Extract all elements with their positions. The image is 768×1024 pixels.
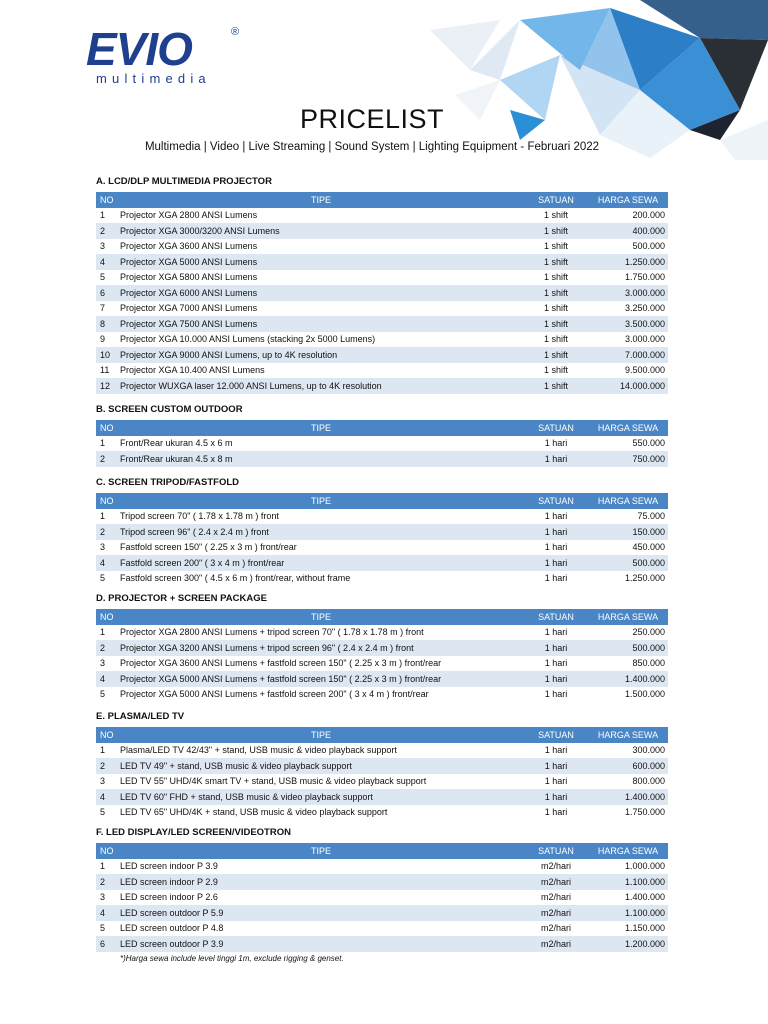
logo-wordmark: EVIO xyxy=(86,23,192,75)
table-row xyxy=(96,223,668,239)
section-screen-custom-outdoor xyxy=(96,403,668,467)
table-row xyxy=(96,571,668,587)
row-unit: 1 shift xyxy=(524,254,588,270)
row-number: 2 xyxy=(96,874,118,890)
col-header-harga: HARGA SEWA xyxy=(588,192,668,208)
table-row xyxy=(96,347,668,363)
col-header-harga: HARGA SEWA xyxy=(588,420,668,436)
row-unit: 1 shift xyxy=(543,303,568,314)
row-number: 1 xyxy=(100,511,106,522)
col-header-satuan: SATUAN xyxy=(524,493,588,509)
col-header-no: NO xyxy=(96,727,118,743)
row-number: 5 xyxy=(100,923,106,934)
row-type: Fastfold screen 300" ( 4.5 x 6 m ) front/rear, without frame xyxy=(120,573,351,584)
section-screen-tripod-fastfold xyxy=(96,476,668,586)
row-type: Plasma/LED TV 42/43" + stand, USB music & video playback support xyxy=(120,745,397,756)
col-header-satuan: SATUAN xyxy=(524,192,588,208)
row-type: Projector XGA 10.400 ANSI Lumens xyxy=(120,365,265,376)
row-unit: m2/hari xyxy=(540,892,571,903)
row-unit: 1 shift xyxy=(543,241,568,252)
row-type: Projector WUXGA laser 12.000 ANSI Lumens, up to 4K resolution xyxy=(118,378,524,394)
table-row xyxy=(96,687,668,703)
row-price: 3.000.000 xyxy=(588,285,668,301)
row-price: 550.000 xyxy=(632,438,665,449)
page-subtitle: Multimedia | Video | Live Streaming | Sound System | Lighting Equipment - Februari 2022 xyxy=(144,141,600,153)
table-header-row xyxy=(96,420,668,436)
row-type: LED TV 49" + stand, USB music & video playback support xyxy=(118,758,524,774)
row-unit: 1 hari xyxy=(544,689,568,700)
row-price: 3.000.000 xyxy=(624,334,665,345)
table-row xyxy=(96,363,668,379)
row-number: 9 xyxy=(100,334,106,345)
row-type: LED TV 60" FHD + stand, USB music & video playback support xyxy=(118,789,524,805)
col-header-no: NO xyxy=(96,192,118,208)
row-type: LED screen indoor P 3.9 xyxy=(120,861,218,872)
col-header-satuan: SATUAN xyxy=(524,843,588,859)
row-price: 1.400.000 xyxy=(588,671,668,687)
row-price: 150.000 xyxy=(588,524,668,540)
row-price: 3.250.000 xyxy=(624,303,665,314)
col-header-no: NO xyxy=(96,843,118,859)
row-unit: 1 shift xyxy=(543,210,568,221)
row-unit: 1 hari xyxy=(524,451,588,467)
row-price: 1.400.000 xyxy=(588,789,668,805)
row-unit: 1 shift xyxy=(524,223,588,239)
row-type: Projector XGA 3000/3200 ANSI Lumens xyxy=(118,223,524,239)
table-row xyxy=(96,270,668,286)
table-row xyxy=(96,874,668,890)
table-row xyxy=(96,936,668,952)
row-number: 1 xyxy=(100,627,106,638)
row-number: 5 xyxy=(100,573,106,584)
row-price: 850.000 xyxy=(632,658,665,669)
table-header-row xyxy=(96,727,668,743)
section-title: E. PLASMA/LED TV xyxy=(96,711,185,722)
table-row xyxy=(96,301,668,317)
row-unit: 1 hari xyxy=(524,671,588,687)
row-number: 3 xyxy=(100,776,106,787)
row-price: 75.000 xyxy=(637,511,665,522)
row-unit: 1 shift xyxy=(543,365,568,376)
row-type: Projector XGA 7500 ANSI Lumens xyxy=(118,316,524,332)
price-table xyxy=(96,609,668,702)
row-number: 6 xyxy=(96,285,118,301)
row-unit: 1 hari xyxy=(544,542,568,553)
col-header-no: NO xyxy=(96,420,118,436)
table-row xyxy=(96,254,668,270)
row-unit: m2/hari xyxy=(524,905,588,921)
table-row xyxy=(96,208,668,224)
row-price: 450.000 xyxy=(632,542,665,553)
row-price: 500.000 xyxy=(588,555,668,571)
row-unit: m2/hari xyxy=(524,936,588,952)
table-row xyxy=(96,859,668,875)
row-type: Fastfold screen 200" ( 3 x 4 m ) front/rear xyxy=(118,555,524,571)
row-unit: 1 shift xyxy=(543,272,568,283)
row-unit: 1 shift xyxy=(524,347,588,363)
footnote: *)Harga sewa include level tinggi 1m, exclude rigging & genset. xyxy=(120,954,344,963)
row-price: 3.500.000 xyxy=(588,316,668,332)
row-type: LED screen outdoor P 3.9 xyxy=(118,936,524,952)
row-type: Projector XGA 3600 ANSI Lumens xyxy=(120,241,258,252)
row-type: Projector XGA 5000 ANSI Lumens xyxy=(118,254,524,270)
row-price: 1.250.000 xyxy=(624,573,665,584)
row-unit: 1 hari xyxy=(544,776,568,787)
table-row xyxy=(96,540,668,556)
price-table xyxy=(96,192,668,394)
row-number: 5 xyxy=(100,807,106,818)
table-row xyxy=(96,758,668,774)
table-row xyxy=(96,509,668,525)
price-table xyxy=(96,727,668,820)
row-type: Front/Rear ukuran 4.5 x 8 m xyxy=(118,451,524,467)
row-price: 400.000 xyxy=(588,223,668,239)
row-unit: 1 hari xyxy=(544,745,568,756)
row-unit: 1 hari xyxy=(544,438,568,449)
table-row xyxy=(96,285,668,301)
section-led-display-videotron xyxy=(96,826,668,952)
row-price: 750.000 xyxy=(588,451,668,467)
row-type: LED screen indoor P 2.6 xyxy=(120,892,218,903)
table-row xyxy=(96,905,668,921)
price-table xyxy=(96,493,668,586)
row-number: 1 xyxy=(100,861,106,872)
row-price: 250.000 xyxy=(632,627,665,638)
col-header-no: NO xyxy=(96,493,118,509)
table-row xyxy=(96,656,668,672)
row-number: 2 xyxy=(96,640,118,656)
table-header-row xyxy=(96,843,668,859)
row-number: 8 xyxy=(96,316,118,332)
row-type: Projector XGA 2800 ANSI Lumens xyxy=(120,210,258,221)
col-header-harga: HARGA SEWA xyxy=(588,609,668,625)
row-unit: 1 hari xyxy=(524,640,588,656)
row-unit: 1 hari xyxy=(544,627,568,638)
table-row xyxy=(96,555,668,571)
row-price: 1.250.000 xyxy=(588,254,668,270)
row-unit: 1 shift xyxy=(524,285,588,301)
col-header-satuan: SATUAN xyxy=(524,609,588,625)
table-row xyxy=(96,671,668,687)
row-number: 4 xyxy=(96,905,118,921)
row-unit: 1 hari xyxy=(524,758,588,774)
col-header-harga: HARGA SEWA xyxy=(588,727,668,743)
row-unit: 1 shift xyxy=(524,378,588,394)
col-header-tipe: TIPE xyxy=(118,609,524,625)
row-number: 3 xyxy=(100,658,106,669)
row-unit: 1 hari xyxy=(544,807,568,818)
row-price: 1.750.000 xyxy=(624,272,665,283)
table-row xyxy=(96,316,668,332)
col-header-harga: HARGA SEWA xyxy=(588,843,668,859)
row-type: Projector XGA 5800 ANSI Lumens xyxy=(120,272,258,283)
col-header-satuan: SATUAN xyxy=(524,420,588,436)
row-unit: 1 hari xyxy=(544,658,568,669)
row-price: 7.000.000 xyxy=(588,347,668,363)
row-unit: 1 hari xyxy=(524,789,588,805)
row-price: 14.000.000 xyxy=(588,378,668,394)
page-title: PRICELIST xyxy=(299,104,445,134)
row-price: 200.000 xyxy=(632,210,665,221)
section-title: F. LED DISPLAY/LED SCREEN/VIDEOTRON xyxy=(96,827,291,838)
row-type: Tripod screen 96" ( 2.4 x 2.4 m ) front xyxy=(118,524,524,540)
col-header-satuan: SATUAN xyxy=(524,727,588,743)
row-type: LED TV 65" UHD/4K + stand, USB music & video playback support xyxy=(120,807,388,818)
table-row xyxy=(96,332,668,348)
section-lcd-dlp-projector xyxy=(96,175,668,394)
row-price: 300.000 xyxy=(632,745,665,756)
row-unit: m2/hari xyxy=(524,874,588,890)
table-row xyxy=(96,921,668,937)
row-unit: 1 hari xyxy=(524,524,588,540)
row-price: 1.200.000 xyxy=(588,936,668,952)
col-header-tipe: TIPE xyxy=(118,493,524,509)
row-type: Front/Rear ukuran 4.5 x 6 m xyxy=(120,438,233,449)
row-price: 1.000.000 xyxy=(624,861,665,872)
row-price: 1.100.000 xyxy=(588,874,668,890)
row-unit: 1 hari xyxy=(544,511,568,522)
row-unit: 1 shift xyxy=(524,316,588,332)
row-number: 2 xyxy=(96,758,118,774)
row-price: 800.000 xyxy=(632,776,665,787)
section-title: D. PROJECTOR + SCREEN PACKAGE xyxy=(96,593,267,604)
row-number: 5 xyxy=(100,689,106,700)
table-row xyxy=(96,640,668,656)
row-unit: 1 shift xyxy=(543,334,568,345)
price-table xyxy=(96,420,668,467)
col-header-tipe: TIPE xyxy=(118,192,524,208)
row-unit: 1 hari xyxy=(524,555,588,571)
table-row xyxy=(96,451,668,467)
row-unit: 1 hari xyxy=(544,573,568,584)
row-unit: m2/hari xyxy=(540,861,571,872)
row-type: Projector XGA 3600 ANSI Lumens + fastfold screen 150" ( 2.25 x 3 m ) front/rear xyxy=(120,658,442,669)
row-number: 3 xyxy=(100,892,106,903)
row-type: Projector XGA 3200 ANSI Lumens + tripod screen 96" ( 2.4 x 2.4 m ) front xyxy=(118,640,524,656)
row-type: LED TV 55" UHD/4K smart TV + stand, USB music & video playback support xyxy=(120,776,427,787)
row-number: 10 xyxy=(96,347,118,363)
table-row xyxy=(96,774,668,790)
row-type: Projector XGA 9000 ANSI Lumens, up to 4K resolution xyxy=(118,347,524,363)
row-type: Projector XGA 7000 ANSI Lumens xyxy=(120,303,258,314)
row-type: Projector XGA 5000 ANSI Lumens + fastfold screen 150" ( 2.25 x 3 m ) front/rear xyxy=(118,671,524,687)
row-type: LED screen outdoor P 5.9 xyxy=(118,905,524,921)
row-type: Projector XGA 10.000 ANSI Lumens (stacking 2x 5000 Lumens) xyxy=(120,334,376,345)
registered-mark: ® xyxy=(231,26,240,38)
row-number: 3 xyxy=(100,542,106,553)
section-plasma-led-tv xyxy=(96,710,668,820)
row-price: 1.400.000 xyxy=(624,892,665,903)
logo-tagline: multimedia xyxy=(96,71,211,86)
row-price: 600.000 xyxy=(588,758,668,774)
table-header-row xyxy=(96,609,668,625)
row-number: 2 xyxy=(96,451,118,467)
row-price: 500.000 xyxy=(632,241,665,252)
row-number: 4 xyxy=(96,789,118,805)
row-number: 2 xyxy=(96,524,118,540)
price-table xyxy=(96,843,668,952)
col-header-tipe: TIPE xyxy=(118,420,524,436)
row-price: 1.750.000 xyxy=(624,807,665,818)
row-number: 1 xyxy=(100,210,106,221)
row-number: 6 xyxy=(96,936,118,952)
section-title: B. SCREEN CUSTOM OUTDOOR xyxy=(96,404,243,415)
row-type: LED screen indoor P 2.9 xyxy=(118,874,524,890)
row-type: Fastfold screen 150" ( 2.25 x 3 m ) front/rear xyxy=(120,542,297,553)
row-type: Projector XGA 2800 ANSI Lumens + tripod screen 70" ( 1.78 x 1.78 m ) front xyxy=(120,627,424,638)
row-number: 4 xyxy=(96,671,118,687)
table-row xyxy=(96,789,668,805)
row-type: Tripod screen 70" ( 1.78 x 1.78 m ) front xyxy=(120,511,279,522)
section-title: A. LCD/DLP MULTIMEDIA PROJECTOR xyxy=(96,176,272,187)
evio-logo xyxy=(86,23,246,86)
table-header-row xyxy=(96,192,668,208)
row-number: 7 xyxy=(100,303,106,314)
row-number: 4 xyxy=(96,254,118,270)
row-number: 5 xyxy=(100,272,106,283)
row-number: 1 xyxy=(100,745,106,756)
row-price: 1.500.000 xyxy=(624,689,665,700)
table-row xyxy=(96,524,668,540)
table-row xyxy=(96,625,668,641)
row-number: 1 xyxy=(100,438,106,449)
col-header-tipe: TIPE xyxy=(118,727,524,743)
row-number: 3 xyxy=(100,241,106,252)
row-type: LED screen outdoor P 4.8 xyxy=(120,923,224,934)
table-row xyxy=(96,743,668,759)
table-row xyxy=(96,805,668,821)
row-price: 500.000 xyxy=(588,640,668,656)
table-row xyxy=(96,239,668,255)
row-number: 11 xyxy=(100,365,110,376)
row-number: 2 xyxy=(96,223,118,239)
table-row xyxy=(96,890,668,906)
row-type: Projector XGA 5000 ANSI Lumens + fastfold screen 200" ( 3 x 4 m ) front/rear xyxy=(120,689,429,700)
table-row xyxy=(96,378,668,394)
row-number: 12 xyxy=(96,378,118,394)
col-header-tipe: TIPE xyxy=(118,843,524,859)
row-price: 1.100.000 xyxy=(588,905,668,921)
row-type: Projector XGA 6000 ANSI Lumens xyxy=(118,285,524,301)
col-header-no: NO xyxy=(96,609,118,625)
row-price: 9.500.000 xyxy=(624,365,665,376)
row-number: 4 xyxy=(96,555,118,571)
section-title: C. SCREEN TRIPOD/FASTFOLD xyxy=(96,477,240,488)
table-row xyxy=(96,436,668,452)
table-header-row xyxy=(96,493,668,509)
row-unit: m2/hari xyxy=(540,923,571,934)
section-projector-screen-package xyxy=(96,592,668,702)
row-price: 1.150.000 xyxy=(624,923,665,934)
col-header-harga: HARGA SEWA xyxy=(588,493,668,509)
